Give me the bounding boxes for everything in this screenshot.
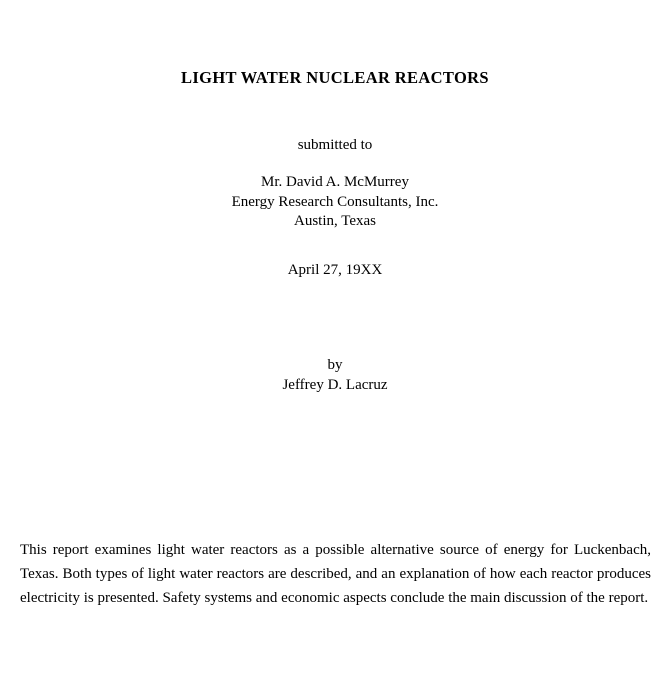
- author-by-label: by: [327, 357, 343, 373]
- recipient-organization: Energy Research Consultants, Inc.: [231, 193, 439, 210]
- abstract-section: [20, 538, 651, 610]
- recipient-location: Austin, Texas: [293, 213, 376, 229]
- author-name: Jeffrey D. Lacruz: [282, 376, 388, 393]
- document-date: April 27, 19XX: [287, 262, 383, 278]
- author-block: [0, 356, 670, 395]
- page-title: LIGHT WATER NUCLEAR REACTORS: [181, 68, 489, 88]
- abstract-text: This report examines light water reactors as a possible alternative source of energy for Luckenbach, Texas. Both types of light water reactors are described, and an explanation of how each reactor produces electricity is presented. Safety systems and economic aspects conclude the main discussion of the report.: [20, 542, 651, 606]
- recipient-block: [0, 173, 670, 232]
- recipient-name: Mr. David A. McMurrey: [261, 174, 409, 190]
- submitted-to-label: submitted to: [297, 137, 373, 153]
